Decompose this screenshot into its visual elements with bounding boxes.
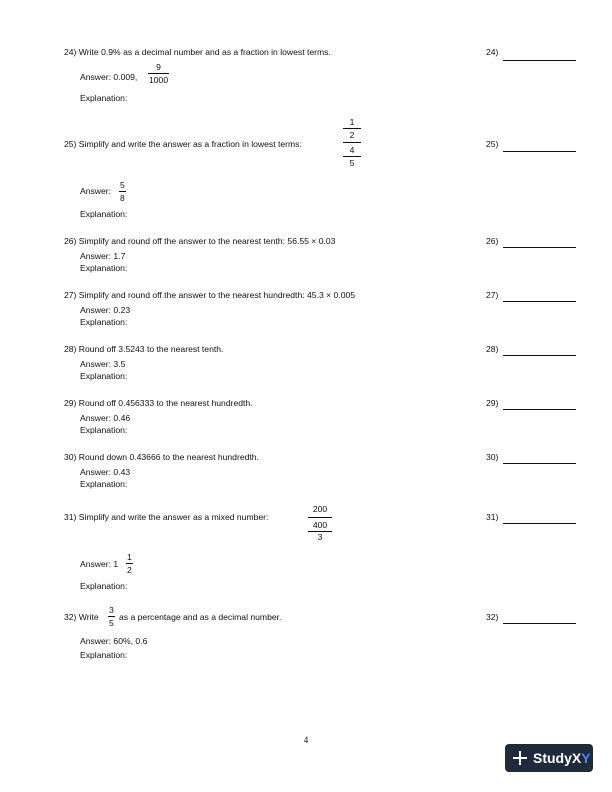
studyxy-logo	[505, 744, 593, 772]
answer-number-28: 28)	[486, 344, 499, 354]
answer-blank-26[interactable]	[503, 247, 576, 248]
answer-blank-27[interactable]	[503, 301, 576, 302]
answer-blank-29[interactable]	[503, 409, 576, 410]
answer-25: Answer:	[80, 186, 112, 196]
explanation-26: Explanation:	[80, 263, 128, 273]
answer-blank-31[interactable]	[503, 523, 576, 524]
answer-26: Answer: 1.7	[80, 251, 126, 261]
answer-24: Answer: 0.009,	[80, 72, 138, 82]
answer-blank-32[interactable]	[503, 623, 576, 624]
answer-25-fraction: 5 8	[120, 180, 125, 203]
question-32-fraction: 3 5	[109, 605, 114, 628]
answer-blank-25[interactable]	[503, 151, 576, 152]
explanation-30: Explanation:	[80, 479, 128, 489]
answer-number-31: 31)	[486, 512, 499, 522]
question-31-complex-fraction: 200 400 3	[308, 505, 332, 542]
logo-text: StudyXY	[533, 750, 591, 766]
explanation-29: Explanation:	[80, 425, 128, 435]
answer-29: Answer: 0.46	[80, 413, 131, 423]
answer-28: Answer: 3.5	[80, 359, 126, 369]
question-28-text: 28) Round off 3.5243 to the nearest tenth.	[64, 344, 224, 354]
question-30-text: 30) Round down 0.43666 to the nearest hundredth.	[64, 452, 259, 462]
explanation-31: Explanation:	[80, 581, 128, 591]
answer-number-24: 24)	[486, 47, 499, 57]
answer-number-32: 32)	[486, 612, 499, 622]
answer-number-27: 27)	[486, 290, 499, 300]
answer-32: Answer: 60%, 0.6	[80, 636, 148, 646]
explanation-32: Explanation:	[80, 650, 128, 660]
question-24-text: 24) Write 0.9% as a decimal number and as a fraction in lowest terms.	[64, 47, 331, 57]
answer-24-fraction: 9 1000	[149, 62, 169, 85]
question-32-text: 32) Write	[64, 612, 99, 622]
answer-number-26: 26)	[486, 236, 499, 246]
answer-30: Answer: 0.43	[80, 467, 131, 477]
question-27-text: 27) Simplify and round off the answer to the nearest hundredth: 45.3 × 0.005	[64, 290, 356, 300]
answer-number-29: 29)	[486, 398, 499, 408]
answer-27: Answer: 0.23	[80, 305, 131, 315]
plus-icon	[513, 751, 527, 765]
answer-blank-28[interactable]	[503, 355, 576, 356]
answer-31-fraction: 1 2	[127, 552, 132, 575]
answer-blank-30[interactable]	[503, 463, 576, 464]
answer-number-30: 30)	[486, 452, 499, 462]
answer-number-25: 25)	[486, 139, 499, 149]
page-number: 4	[303, 735, 309, 745]
question-29-text: 29) Round off 0.456333 to the nearest hundredth.	[64, 398, 253, 408]
question-26-text: 26) Simplify and round off the answer to the nearest tenth: 56.55 × 0.03	[64, 236, 336, 246]
explanation-25: Explanation:	[80, 209, 128, 219]
explanation-28: Explanation:	[80, 371, 128, 381]
explanation-27: Explanation:	[80, 317, 128, 327]
question-31-text: 31) Simplify and write the answer as a mixed number:	[64, 512, 269, 522]
question-25-complex-fraction: 1 2 4 5	[343, 118, 361, 167]
question-25-text: 25) Simplify and write the answer as a fraction in lowest terms:	[64, 139, 302, 149]
answer-blank-24[interactable]	[503, 60, 576, 61]
question-32-text-after: as a percentage and as a decimal number.	[119, 612, 282, 622]
answer-31: Answer: 1	[80, 559, 119, 569]
explanation-24: Explanation:	[80, 93, 128, 103]
